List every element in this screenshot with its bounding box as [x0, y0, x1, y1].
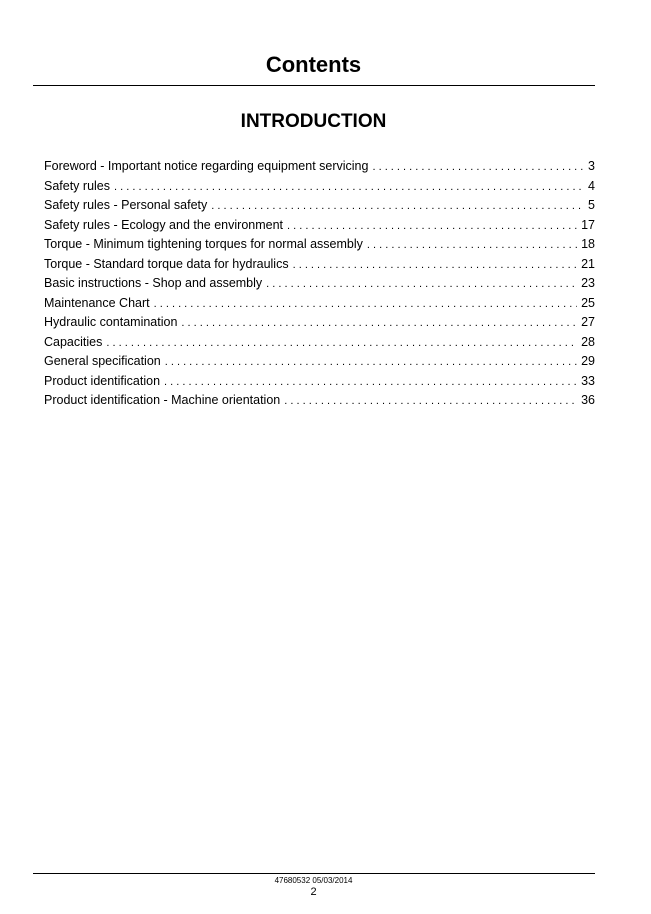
toc-entry-label[interactable]: General specification	[44, 354, 161, 368]
toc-dot-leader	[154, 295, 577, 315]
toc-dot-leader	[106, 334, 577, 354]
toc-page-number[interactable]: 5	[588, 198, 595, 212]
toc-entry-label[interactable]: Foreword - Important notice regarding equipment servicing	[44, 159, 369, 173]
toc-page-number[interactable]: 3	[588, 159, 595, 173]
toc-entry-safety-rules[interactable]	[44, 177, 595, 197]
toc-dot-leader	[165, 353, 577, 373]
toc-page-number[interactable]: 28	[581, 334, 595, 349]
toc-page-number[interactable]: 29	[581, 354, 595, 368]
table-of-contents	[44, 157, 595, 411]
toc-dot-leader	[114, 178, 584, 198]
toc-dot-leader	[164, 373, 577, 393]
toc-entry-general-specification[interactable]	[44, 352, 595, 372]
toc-dot-leader	[284, 392, 577, 412]
toc-page-number[interactable]: 33	[581, 373, 595, 388]
toc-entry-foreword[interactable]	[44, 157, 595, 177]
toc-entry-label[interactable]: Hydraulic contamination	[44, 315, 178, 329]
toc-dot-leader	[287, 217, 577, 237]
toc-page-number[interactable]: 25	[581, 295, 595, 310]
toc-dot-leader	[211, 197, 584, 217]
toc-entry-label[interactable]: Safety rules - Personal safety	[44, 198, 208, 212]
toc-entry-ecology[interactable]	[44, 216, 595, 236]
toc-page-number[interactable]: 4	[588, 178, 595, 193]
toc-entry-label[interactable]: Safety rules	[44, 178, 111, 193]
toc-entry-label[interactable]: Torque - Standard torque data for hydraulics	[44, 256, 289, 271]
toc-entry-torque-hydraulics[interactable]	[44, 255, 595, 275]
toc-dot-leader	[372, 158, 584, 178]
section-heading: INTRODUCTION	[240, 111, 387, 132]
toc-entry-machine-orientation[interactable]	[44, 391, 595, 411]
toc-page-number[interactable]: 36	[581, 393, 595, 407]
toc-dot-leader	[181, 314, 577, 334]
footer-divider	[33, 873, 595, 874]
page-number: 2	[310, 886, 317, 898]
toc-dot-leader	[367, 236, 577, 256]
toc-entry-label[interactable]: Basic instructions - Shop and assembly	[44, 276, 263, 290]
toc-entry-personal-safety[interactable]	[44, 196, 595, 216]
toc-entry-label[interactable]: Product identification	[44, 373, 161, 388]
document-code: 47680532 05/03/2014	[274, 876, 353, 885]
toc-entry-basic-instructions[interactable]	[44, 274, 595, 294]
toc-page-number[interactable]: 17	[581, 217, 595, 232]
toc-entry-product-identification[interactable]	[44, 372, 595, 392]
toc-page-number[interactable]: 21	[581, 256, 595, 271]
page-title: Contents	[265, 52, 362, 77]
toc-entry-maintenance-chart[interactable]	[44, 294, 595, 314]
toc-entry-torque-minimum[interactable]	[44, 235, 595, 255]
toc-entry-capacities[interactable]	[44, 333, 595, 353]
toc-page-number[interactable]: 27	[581, 315, 595, 329]
toc-entry-label[interactable]: Product identification - Machine orientation	[44, 393, 281, 407]
toc-page-number[interactable]: 23	[581, 276, 595, 290]
toc-dot-leader	[266, 275, 577, 295]
toc-entry-hydraulic-contamination[interactable]	[44, 313, 595, 333]
toc-entry-label[interactable]: Safety rules - Ecology and the environment	[44, 217, 284, 232]
toc-entry-label[interactable]: Torque - Minimum tightening torques for normal assembly	[44, 237, 363, 251]
toc-entry-label[interactable]: Maintenance Chart	[44, 295, 150, 310]
header-divider	[33, 85, 595, 86]
toc-entry-label[interactable]: Capacities	[44, 334, 103, 349]
toc-page-number[interactable]: 18	[581, 237, 595, 251]
toc-dot-leader	[293, 256, 578, 276]
